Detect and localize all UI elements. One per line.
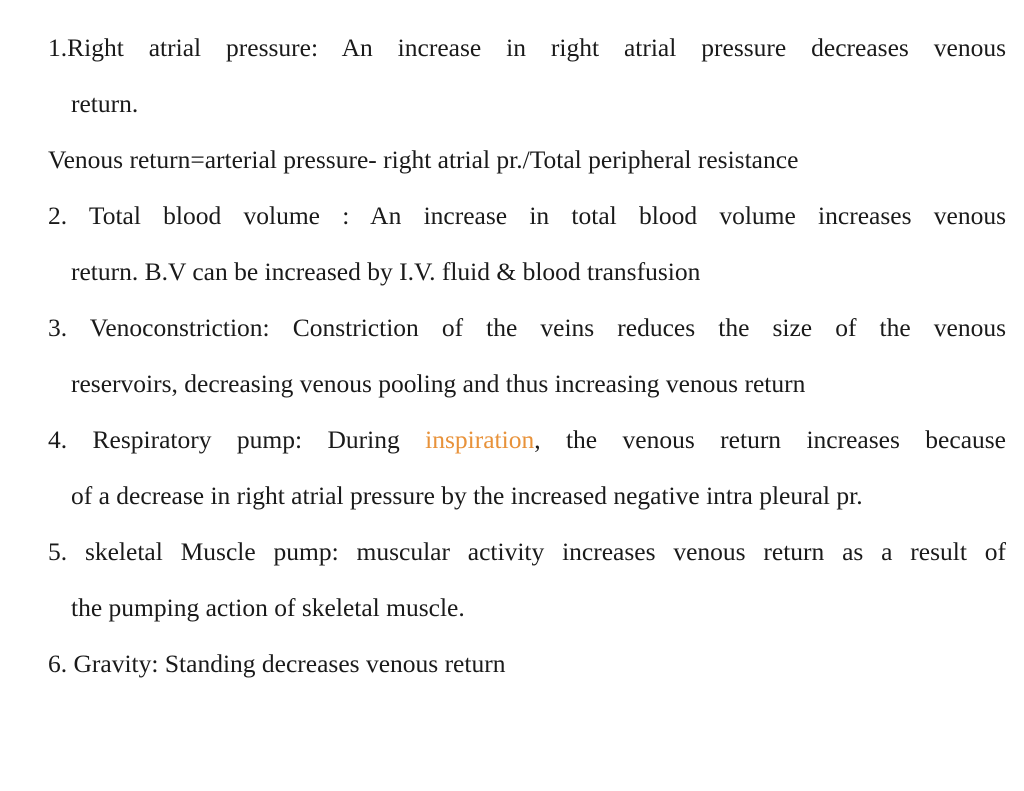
item-4-line-1 [48,412,1006,468]
item-2-line-1: 2. Total blood volume : An increase in total blood volume increases venous [48,201,1006,230]
item-4-text-before: 4. Respiratory pump: During [48,425,400,454]
item-4-text-after: , the venous return increases because [534,425,1006,454]
venous-return-formula: Venous return=arterial pressure- right atrial pr./Total peripheral resistance [48,145,799,174]
item-5-line-2: the pumping action of skeletal muscle. [71,593,465,622]
item-1-line-2: return. [71,89,139,118]
item-6-line-1: 6. Gravity: Standing decreases venous return [48,649,506,678]
item-4-line-2: of a decrease in right atrial pressure by the increased negative intra pleural pr. [71,481,863,510]
inspiration-highlight: inspiration [425,425,535,454]
item-1-line-1: 1.Right atrial pressure: An increase in right atrial pressure decreases venous [48,33,1006,62]
item-3-line-2: reservoirs, decreasing venous pooling and thus increasing venous return [71,369,806,398]
item-3-line-1: 3. Venoconstriction: Constriction of the veins reduces the size of the venous [48,313,1006,342]
item-2-line-2: return. B.V can be increased by I.V. fluid & blood transfusion [71,257,701,286]
item-5-line-1: 5. skeletal Muscle pump: muscular activity increases venous return as a result of [48,537,1006,566]
slide-content [48,20,1006,692]
